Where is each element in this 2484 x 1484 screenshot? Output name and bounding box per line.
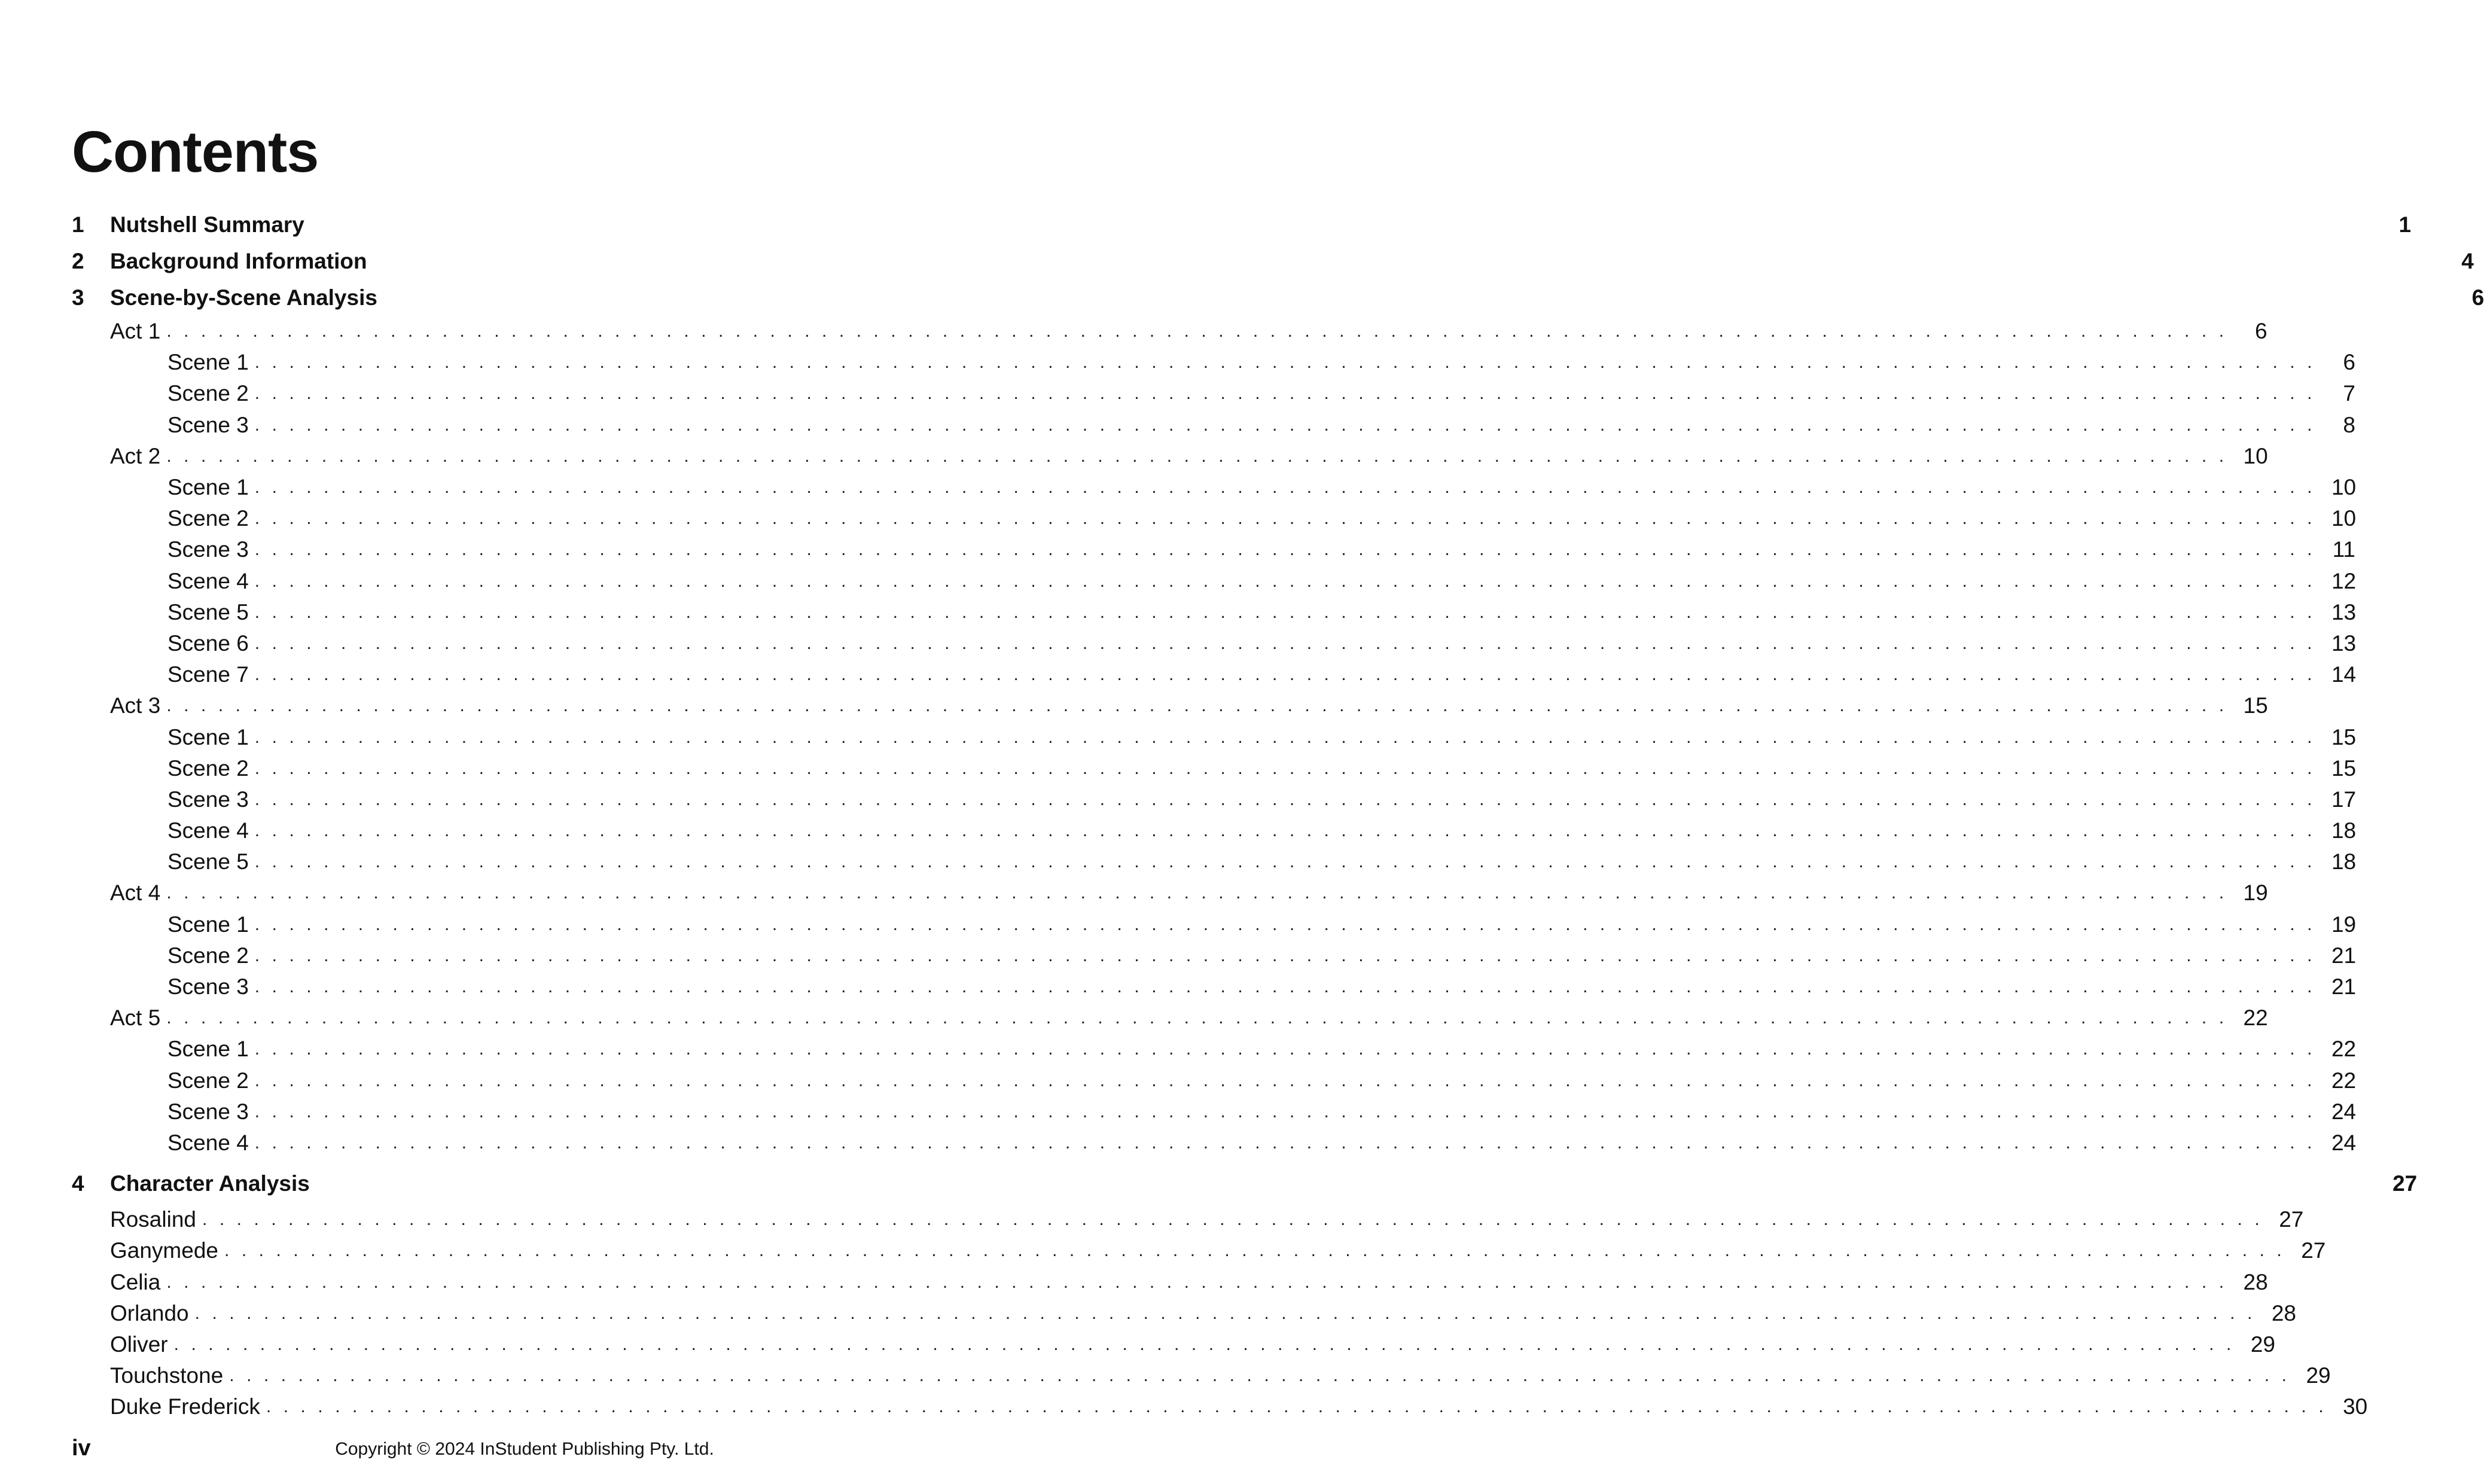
toc-entry-label: Scene 6 — [167, 630, 249, 656]
page-title: Contents — [72, 119, 319, 184]
toc-dot-leader: ........................................................................................................................ — [194, 1303, 2264, 1323]
toc-entry-label: Scene 2 — [167, 506, 249, 531]
toc-entry[interactable] — [72, 279, 2484, 316]
toc-entry-label: Scene 3 — [167, 787, 249, 812]
toc-dot-leader: ........................................................................................................................ — [254, 914, 2324, 934]
toc-entry-label: Scene 3 — [167, 412, 249, 437]
toc-entry-label: Duke Frederick — [110, 1394, 260, 1419]
toc-entry[interactable] — [72, 441, 2268, 472]
toc-page-number: 21 — [2331, 974, 2357, 1000]
toc-dot-leader: ........................................................................................................................ — [254, 977, 2324, 997]
toc-dot-leader: ........................................................................................................................ — [254, 633, 2324, 653]
toc-entry[interactable] — [72, 1235, 2326, 1266]
toc-entry[interactable] — [72, 1329, 2275, 1360]
toc-dot-leader: ........................................................................................................................ — [229, 1366, 2299, 1386]
toc-dot-leader: ........................................................................................................................ — [254, 540, 2324, 560]
toc-page-number: 21 — [2331, 943, 2357, 968]
toc-dot-leader: ........................................................................................................................ — [254, 383, 2324, 404]
toc-entry-label: Scene-by-Scene Analysis — [110, 285, 377, 310]
toc-entry-label: Scene 2 — [167, 381, 249, 406]
toc-entry-label: Act 2 — [110, 443, 161, 468]
toc-page-number: 6 — [2254, 319, 2267, 344]
toc-entry[interactable] — [72, 1065, 2357, 1096]
toc-dot-leader: ........................................................................................................................ — [254, 758, 2324, 778]
toc-section-number: 1 — [72, 212, 84, 237]
toc-entry-label: Scene 2 — [167, 755, 249, 781]
toc-dot-leader: ........................................................................................................................ — [166, 446, 2236, 466]
toc-entry-label: Scene 1 — [167, 912, 249, 937]
toc-entry-label: Scene 5 — [167, 599, 249, 624]
toc-dot-leader: ........................................................................................................................ — [166, 696, 2236, 716]
toc-entry[interactable] — [72, 410, 2355, 441]
toc-page-number: 22 — [2243, 1005, 2268, 1031]
toc-page-number: 28 — [2243, 1269, 2268, 1294]
toc-page-number: 18 — [2331, 849, 2357, 874]
toc-dot-leader: ........................................................................................................................ — [254, 1070, 2324, 1090]
footer-copyright: Copyright © 2024 InStudent Publishing Pty. Ltd. — [335, 1439, 714, 1459]
toc-dot-leader: ........................................................................................................................ — [254, 665, 2324, 685]
toc-entry-label: Touchstone — [110, 1363, 224, 1388]
toc-entry-label: Character Analysis — [110, 1171, 310, 1196]
toc-entry[interactable] — [72, 1360, 2331, 1391]
toc-entry[interactable] — [72, 206, 2412, 243]
toc-entry[interactable] — [72, 940, 2357, 971]
toc-page-number: 27 — [2301, 1238, 2326, 1263]
toc-section-number: 4 — [72, 1171, 84, 1196]
toc-entry[interactable] — [72, 316, 2267, 347]
toc-entry-label: Scene 3 — [167, 974, 249, 1000]
toc-page-number: 10 — [2331, 506, 2357, 531]
toc-page-number: 27 — [2279, 1207, 2304, 1232]
toc-dot-leader: ........................................................................................................................ — [202, 1209, 2272, 1230]
toc-entry-label: Scene 1 — [167, 1037, 249, 1062]
toc-entry[interactable] — [72, 659, 2357, 690]
toc-dot-leader: ........................................................................................................................ — [224, 1241, 2294, 1261]
toc-entry[interactable] — [72, 846, 2357, 877]
toc-page-number: 24 — [2331, 1130, 2357, 1155]
toc-entry-label: Scene 5 — [167, 849, 249, 874]
toc-entry-label: Background Information — [110, 248, 367, 273]
toc-entry-label: Scene 1 — [167, 475, 249, 500]
toc-entry-label: Act 4 — [110, 880, 161, 906]
toc-page-number: 22 — [2331, 1068, 2357, 1093]
toc-section-number: 3 — [72, 285, 84, 310]
toc-entry[interactable] — [72, 1128, 2357, 1159]
toc-page-number: 6 — [2471, 285, 2484, 310]
toc-entry[interactable] — [72, 243, 2474, 279]
toc-entry[interactable] — [72, 597, 2357, 628]
toc-entry-label: Scene 1 — [167, 350, 249, 375]
toc-entry-label: Celia — [110, 1269, 161, 1294]
toc-page-number: 1 — [2398, 212, 2412, 237]
toc-entry[interactable] — [72, 815, 2357, 846]
toc-entry[interactable] — [72, 1266, 2268, 1297]
toc-entry-label: Act 1 — [110, 319, 161, 344]
toc-dot-leader: ........................................................................................................................ — [254, 821, 2324, 841]
toc-entry-label: Oliver — [110, 1331, 168, 1357]
toc-page-number: 30 — [2343, 1394, 2368, 1419]
toc-dot-leader: ........................................................................................................................ — [254, 1101, 2324, 1122]
toc-entry[interactable] — [72, 1159, 2418, 1204]
toc-entry[interactable] — [72, 753, 2357, 784]
toc-page-number: 22 — [2331, 1037, 2357, 1062]
toc-entry[interactable] — [72, 1298, 2296, 1329]
toc-entry[interactable] — [72, 721, 2357, 752]
toc-entry-label: Scene 3 — [167, 537, 249, 562]
toc-entry[interactable] — [72, 534, 2355, 565]
toc-entry[interactable] — [72, 566, 2357, 597]
toc-dot-leader: ........................................................................................................................ — [254, 352, 2324, 373]
toc-page-number: 13 — [2331, 630, 2357, 656]
toc-page-number: 4 — [2461, 248, 2474, 273]
toc-page-number: 7 — [2343, 381, 2355, 406]
toc-dot-leader: ........................................................................................................................ — [254, 789, 2324, 809]
toc-page-number: 15 — [2331, 724, 2357, 749]
toc-dot-leader: ........................................................................................................................ — [254, 1039, 2324, 1059]
toc-page-number: 15 — [2243, 693, 2268, 718]
toc-page-number: 8 — [2343, 412, 2355, 437]
toc-entry-label: Act 5 — [110, 1005, 161, 1031]
toc-dot-leader: ........................................................................................................................ — [173, 1334, 2244, 1354]
toc-entry-label: Scene 2 — [167, 1068, 249, 1093]
footer-page-number: iv — [72, 1436, 91, 1461]
toc-dot-leader: ........................................................................................................................ — [254, 727, 2324, 747]
toc-section-number: 2 — [72, 248, 84, 273]
toc-page-number: 29 — [2306, 1363, 2331, 1388]
toc-entry[interactable] — [72, 690, 2268, 721]
toc-dot-leader: ........................................................................................................................ — [254, 571, 2324, 591]
toc-page-number: 10 — [2243, 443, 2268, 468]
toc-dot-leader: ........................................................................................................................ — [254, 508, 2324, 529]
toc-page-number: 12 — [2331, 568, 2357, 593]
toc-entry[interactable] — [72, 503, 2357, 534]
toc-entry-label: Act 3 — [110, 693, 161, 718]
toc-dot-leader: ........................................................................................................................ — [254, 945, 2324, 965]
toc-entry[interactable] — [72, 1204, 2304, 1235]
toc-entry[interactable] — [72, 628, 2357, 659]
toc-dot-leader: ........................................................................................................................ — [166, 883, 2236, 903]
table-of-contents — [72, 206, 2484, 1422]
toc-dot-leader: ........................................................................................................................ — [166, 321, 2236, 342]
toc-entry-label: Scene 1 — [167, 724, 249, 749]
toc-entry[interactable] — [72, 472, 2357, 503]
toc-entry[interactable] — [72, 1391, 2368, 1422]
toc-page-number: 19 — [2331, 912, 2357, 937]
toc-entry-label: Rosalind — [110, 1207, 196, 1232]
toc-dot-leader: ........................................................................................................................ — [166, 1008, 2236, 1028]
toc-entry[interactable] — [72, 347, 2355, 378]
toc-entry-label: Scene 4 — [167, 1130, 249, 1155]
toc-dot-leader: ........................................................................................................................ — [254, 477, 2324, 498]
toc-page-number: 11 — [2332, 537, 2355, 562]
toc-entry[interactable] — [72, 1034, 2357, 1065]
toc-page-number: 10 — [2331, 475, 2357, 500]
toc-entry[interactable] — [72, 1002, 2268, 1034]
toc-page-number: 6 — [2343, 350, 2355, 375]
toc-entry-label: Ganymede — [110, 1238, 218, 1263]
toc-page-number: 15 — [2331, 755, 2357, 781]
toc-entry-label: Scene 4 — [167, 568, 249, 593]
toc-page-number: 27 — [2392, 1171, 2418, 1196]
toc-entry[interactable] — [72, 909, 2357, 940]
toc-entry[interactable] — [72, 877, 2268, 909]
toc-page-number: 17 — [2331, 787, 2357, 812]
toc-page-number: 28 — [2271, 1300, 2296, 1325]
toc-entry-label: Scene 4 — [167, 818, 249, 843]
toc-page-number: 18 — [2331, 818, 2357, 843]
toc-dot-leader: ........................................................................................................................ — [254, 1132, 2324, 1153]
toc-entry-label: Nutshell Summary — [110, 212, 304, 237]
toc-entry[interactable] — [72, 1096, 2357, 1128]
toc-entry[interactable] — [72, 378, 2355, 409]
toc-entry-label: Orlando — [110, 1300, 189, 1325]
page-footer — [72, 1436, 977, 1465]
toc-dot-leader: ........................................................................................................................ — [254, 415, 2324, 435]
toc-page-number: 14 — [2331, 662, 2357, 687]
toc-dot-leader: ........................................................................................................................ — [254, 852, 2324, 872]
toc-page-number: 24 — [2331, 1099, 2357, 1124]
toc-page-number: 29 — [2250, 1331, 2275, 1357]
toc-entry-label: Scene 2 — [167, 943, 249, 968]
toc-entry[interactable] — [72, 971, 2357, 1002]
toc-entry-label: Scene 3 — [167, 1099, 249, 1124]
toc-page-number: 13 — [2331, 599, 2357, 624]
toc-page-number: 19 — [2243, 880, 2268, 906]
toc-entry[interactable] — [72, 784, 2357, 815]
toc-dot-leader: ........................................................................................................................ — [266, 1397, 2336, 1417]
toc-entry-label: Scene 7 — [167, 662, 249, 687]
toc-dot-leader: ........................................................................................................................ — [166, 1272, 2236, 1292]
toc-dot-leader: ........................................................................................................................ — [254, 602, 2324, 622]
